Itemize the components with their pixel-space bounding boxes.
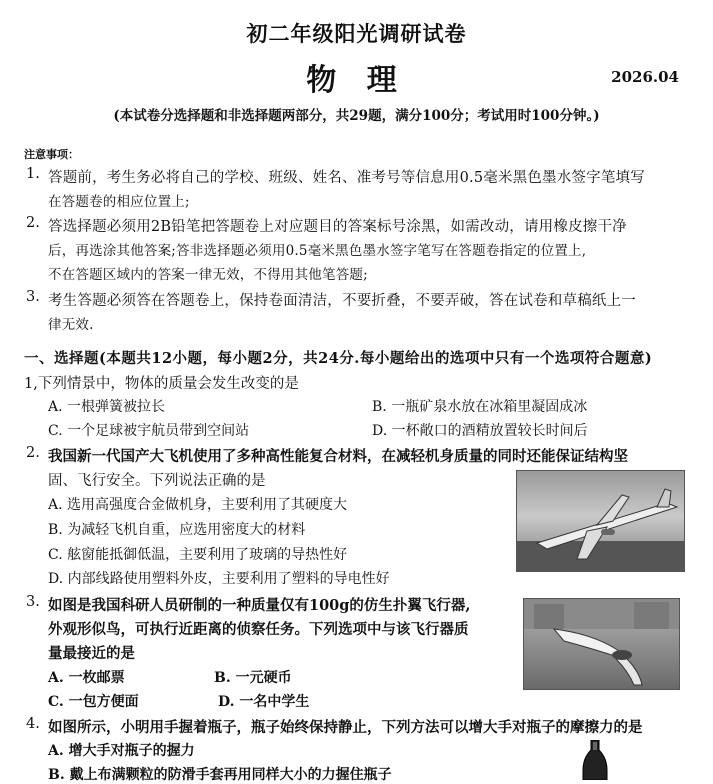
attention-label: 注意事项： — [24, 148, 79, 161]
option-d: D. 内部线路使用塑料外皮，主要利用了塑料的导电性好 — [48, 571, 390, 587]
option-a: A. 选用高强度合金做机身，主要利用了其硬度大 — [48, 497, 348, 513]
attention-item-number: 2. — [26, 215, 40, 231]
question-number: 4. — [26, 716, 40, 732]
exam-title: 初二年级阳光调研试卷 — [246, 21, 467, 46]
question-stem: 固、飞行安全。下列说法正确的是 — [48, 473, 266, 489]
bird-flyer-icon — [524, 599, 679, 689]
attention-item-line: 在答题卷的相应位置上; — [48, 194, 190, 210]
bottle-icon — [575, 740, 615, 780]
option-d: D. 一杯敞口的酒精放置较长时间后 — [372, 423, 588, 439]
option-a: A. 增大手对瓶子的握力 — [48, 743, 195, 759]
subject-title: 物 理 — [306, 63, 407, 98]
option-c: C. 舷窗能抵御低温，主要利用了玻璃的导热性好 — [48, 547, 348, 563]
option-b: B. 为减轻飞机自重，应选用密度大的材料 — [48, 522, 306, 538]
question-stem: 量最接近的是 — [48, 645, 135, 662]
option-a: A. 一枚邮票 — [48, 670, 125, 686]
attention-item-line: 答题前，考生务必将自己的学校、班级、姓名、准考号等信息用0.5毫米黑色墨水签字笔填写 — [48, 170, 645, 186]
question-number: 2. — [26, 445, 40, 461]
exam-note: (本试卷分选择题和非选择题两部分，共29题，满分100分；考试用时100分钟。) — [113, 108, 600, 124]
question-stem: 如图是我国科研人员研制的一种质量仅有100g的仿生扑翼飞行器, — [48, 597, 471, 614]
section-heading: 一、选择题(本题共12小题，每小题2分，共24分.每小题给出的选项中只有一个选项符合题意) — [24, 350, 653, 367]
question-stem: 1,下列情景中，物体的质量会发生改变的是 — [24, 376, 299, 392]
question-stem: 如图所示，小明用手握着瓶子，瓶子始终保持静止，下列方法可以增大手对瓶子的摩擦力的是 — [48, 719, 643, 736]
option-c: C. 一包方便面 — [48, 694, 139, 710]
question-stem: 我国新一代国产大飞机使用了多种高性能复合材料，在减轻机身质量的同时还能保证结构坚 — [48, 448, 628, 465]
attention-item-line: 考生答题必须答在答题卷上，保持卷面清洁，不要折叠，不要弄破，答在试卷和草稿纸上一 — [48, 293, 636, 309]
attention-item-number: 3. — [26, 289, 40, 305]
option-b: B. 戴上布满颗粒的防滑手套再用同样大小的力握住瓶子 — [48, 767, 392, 783]
airplane-icon — [517, 471, 684, 571]
airplane-image — [516, 470, 685, 572]
question-number: 3. — [26, 594, 40, 610]
option-b: B. 一元硬币 — [214, 670, 292, 686]
attention-item-line: 后，再选涂其他答案;答非选择题必须用0.5毫米黑色墨水签字笔写在答题卷指定的位置上, — [48, 243, 587, 259]
option-d: D. 一名中学生 — [218, 694, 310, 710]
bird-flyer-image — [523, 598, 680, 690]
question-stem: 外观形似鸟，可执行近距离的侦察任务。下列选项中与该飞行器质 — [48, 621, 469, 638]
attention-item-number: 1. — [26, 166, 40, 182]
option-c: C. 一个足球被宇航员带到空间站 — [48, 423, 250, 439]
attention-item-line: 律无效. — [48, 317, 94, 333]
option-a: A. 一根弹簧被拉长 — [48, 399, 166, 415]
option-b: B. 一瓶矿泉水放在冰箱里凝固成冰 — [372, 399, 588, 415]
exam-date: 2026.04 — [611, 68, 679, 86]
attention-item-line: 不在答题区域内的答案一律无效，不得用其他笔答题; — [48, 267, 368, 283]
attention-item-line: 答选择题必须用2B铅笔把答题卷上对应题目的答案标号涂黑，如需改动，请用橡皮擦干净 — [48, 219, 627, 235]
